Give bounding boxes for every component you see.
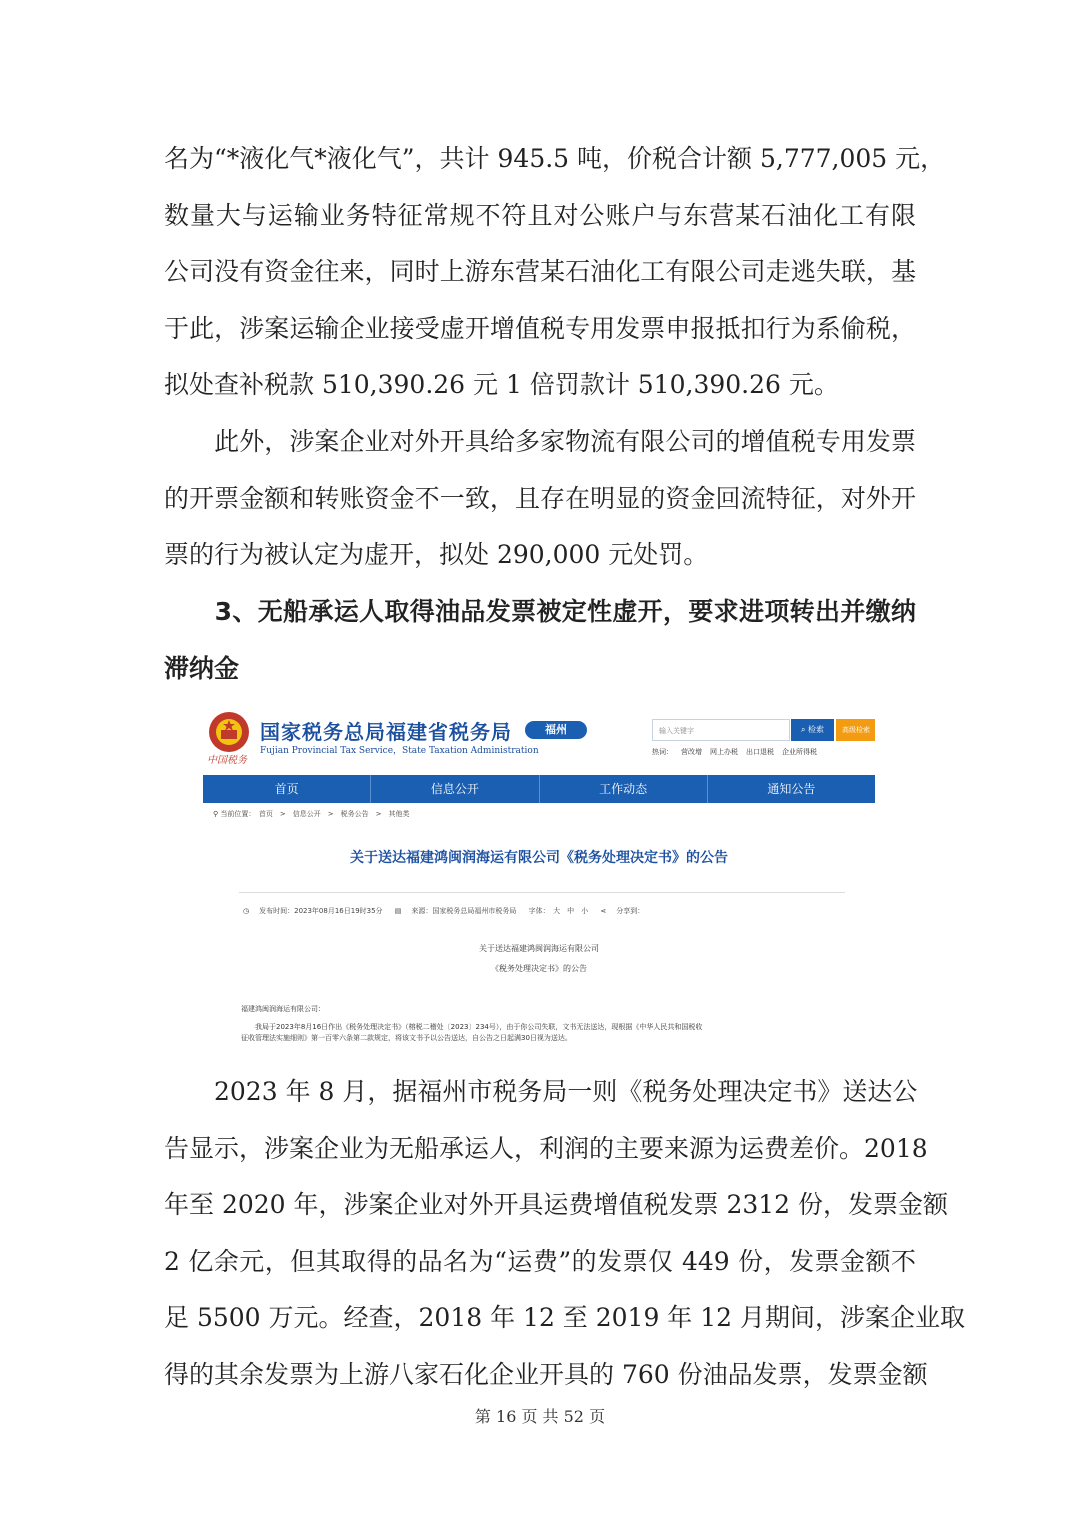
- addressee: 福建鸿闽润海运有限公司：: [241, 1005, 325, 1013]
- text-line: 名为“*液化气*液化气”，共计 945.5 吨，价税合计额 5,777,005 元，: [164, 144, 946, 173]
- article-meta: [243, 906, 654, 916]
- clock-icon: ◷: [243, 907, 250, 915]
- font-size-control[interactable]: 字体： 大 中 小: [528, 907, 589, 915]
- paragraph-1: [164, 131, 946, 414]
- hot-word-link[interactable]: 出口退税: [746, 748, 774, 756]
- hot-word-link[interactable]: 企业所得税: [782, 748, 817, 756]
- text-line: 年至 2020 年，涉案企业对外开具运费增值税发票 2312 份，发票金额: [164, 1190, 949, 1220]
- text-line: 足 5500 万元。经查，2018 年 12 至 2019 年 12 月期间，涉案企业取: [164, 1303, 966, 1333]
- search-button[interactable]: [791, 719, 834, 741]
- text-line: 票的行为被认定为虚开，拟处 290,000 元处罚。: [164, 540, 709, 570]
- hot-word-link[interactable]: 网上办税: [710, 748, 738, 756]
- text-line: 数量大与运输业务特征常规不符且对公账户与东营某石油化工有限: [164, 200, 916, 230]
- paragraph-3: [164, 1064, 966, 1404]
- article-title: 关于送达福建鸿闽润海运有限公司《税务处理决定书》的公告: [350, 850, 728, 866]
- hot-words-label: 热词：: [652, 748, 673, 756]
- city-badge: 福州: [525, 721, 587, 739]
- hot-words: [652, 747, 825, 757]
- page-footer: 第 16 页 共 52 页: [474, 1407, 606, 1426]
- national-emblem-icon: [207, 710, 251, 754]
- text-line: 于此，涉案运输企业接受虚开增值税专用发票申报抵扣行为系偷税，: [164, 313, 916, 343]
- text-line: 拟处查补税款 510,390.26 元 1 倍罚款计 510,390.26 元。: [164, 370, 839, 400]
- text-line: 2023 年 8 月，据福州市税务局一则《税务处理决定书》送达公: [164, 1077, 918, 1106]
- text-line: 此外，涉案企业对外开具给多家物流有限公司的增值税专用发票: [164, 427, 916, 456]
- text-line: 公司没有资金往来，同时上游东营某石油化工有限公司走逃失联，基: [164, 257, 916, 287]
- body-line: 我局于2023年8月16日作出《税务处理决定书》（榕税二稽处〔2023〕234号），由于你公司失联，文书无法送达，现根据《中华人民共和国税收: [241, 1023, 703, 1031]
- embedded-screenshot: [203, 704, 875, 1054]
- breadcrumb-text: 当前位置： 首页 > 信息公开 > 税务公告 > 其他类: [220, 810, 410, 818]
- breadcrumb: [213, 809, 409, 819]
- search-button-label: 检索: [808, 725, 825, 734]
- search-input[interactable]: 输入关键字: [652, 719, 790, 741]
- nav-item-notices[interactable]: 通知公告: [767, 782, 816, 796]
- share-icon: ⋖: [600, 907, 607, 915]
- main-nav: [203, 775, 875, 803]
- text-line: 的开票金额和转账资金不一致，且存在明显的资金回流特征，对外开: [164, 483, 916, 513]
- doc-heading: 关于送达福建鸿闽润海运有限公司: [479, 944, 599, 953]
- text-line: 2 亿余元，但其取得的品名为“运费”的发票仅 449 份，发票金额不: [164, 1246, 916, 1276]
- text-line: 3、无船承运人取得油品发票被定性虚开，要求进项转出并缴纳: [164, 597, 916, 626]
- site-title: 国家税务总局福建省税务局: [260, 720, 512, 744]
- divider: [239, 892, 845, 893]
- text-line: 告显示，涉案企业为无船承运人，利润的主要来源为运费差价。2018: [164, 1133, 928, 1163]
- hot-word-link[interactable]: 营改增: [681, 748, 702, 756]
- publish-time: 发布时间：2023年08月16日19时35分: [259, 907, 383, 915]
- site-subtitle: Fujian Provincial Tax Service，State Taxation Administration: [260, 746, 539, 756]
- nav-item-info[interactable]: 信息公开: [371, 775, 539, 803]
- text-line: 滞纳金: [164, 653, 240, 683]
- body-line: 征收管理法实施细则》第一百零六条第二款规定，将该文书予以公告送达，自公告之日起满30日视为送达。: [241, 1034, 572, 1042]
- text-line: 得的其余发票为上游八家石化企业开具的 760 份油品发票，发票金额: [164, 1359, 928, 1389]
- document-icon: ▤: [394, 907, 402, 915]
- section-heading: [164, 584, 916, 697]
- nav-item-news[interactable]: 工作动态: [540, 775, 708, 803]
- advanced-search-button[interactable]: 高级检索: [836, 719, 875, 741]
- source: 来源：国家税务总局福州市税务局: [411, 907, 517, 915]
- doc-heading: 《税务处理决定书》的公告: [491, 964, 587, 973]
- logo-text: 中国税务: [207, 755, 247, 766]
- paragraph-2: [164, 414, 916, 584]
- search-icon: ⌕: [800, 725, 806, 734]
- share-label[interactable]: 分享到：: [616, 907, 645, 915]
- location-icon: ⚲: [213, 810, 219, 818]
- nav-item-home[interactable]: 首页: [203, 775, 371, 803]
